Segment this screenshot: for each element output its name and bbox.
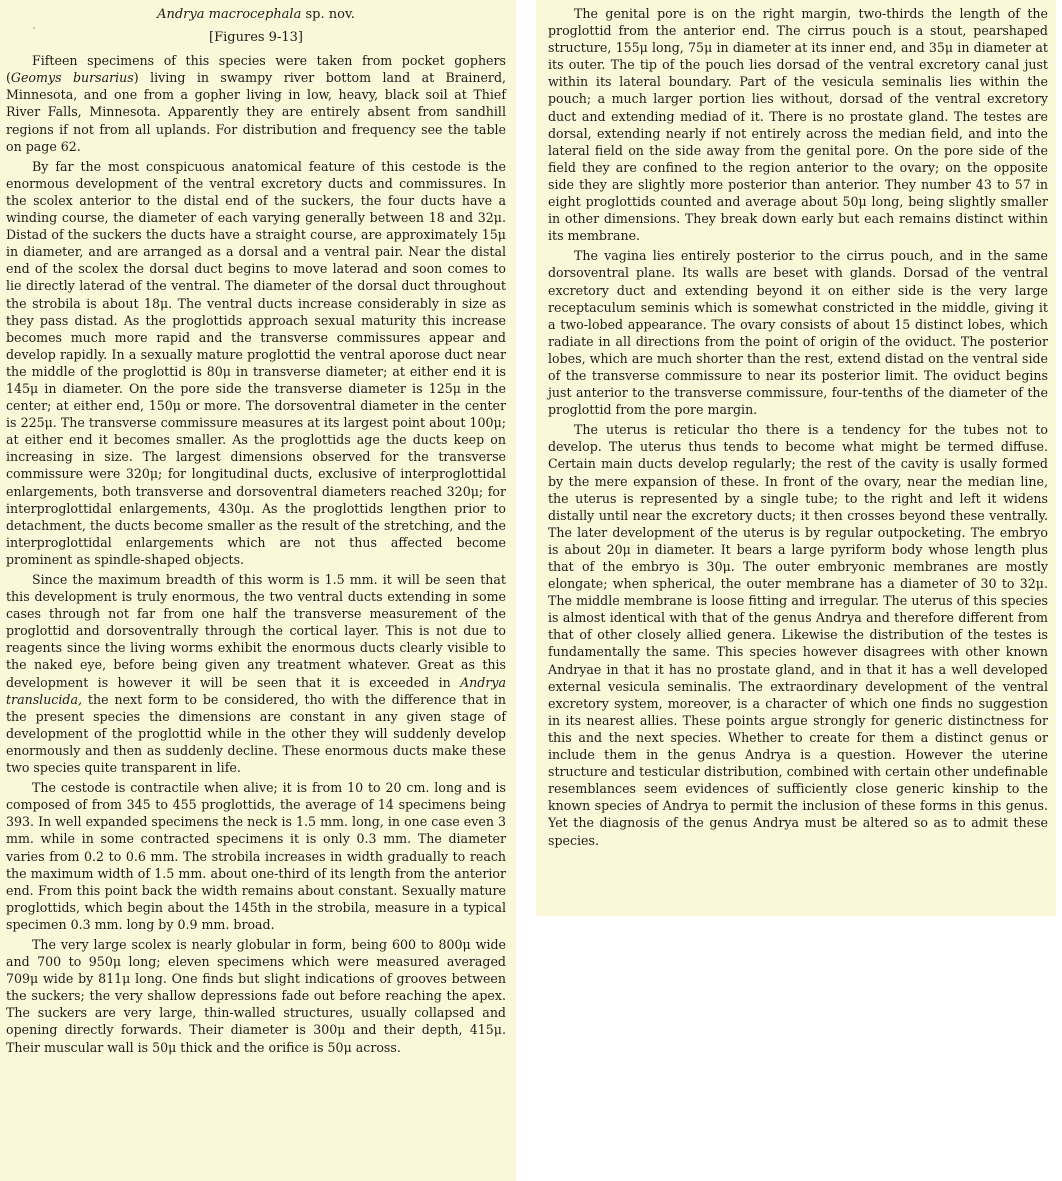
paragraph-text: Fifteen specimens of this species were taken from pocket gophers ( (6, 53, 506, 86)
left-column-body (6, 52, 506, 1055)
right-column-body (548, 5, 1048, 849)
paragraph-text: The genital pore is on the right margin, two-thirds the length of the proglottid from the anterior end. The cirrus pouch is a stout, pearshaped structure, 155μ long, 75μ in diameter at its inner end, and 35μ in diameter at its outer. The tip of the pouch lies dorsad of the ventral excretory canal just within its lateral boundary. Part of the vesicula seminalis lies within the pouch; a much larger portion lies without, dorsad of the ventral excretory duct and extending mediad of it. There is no prostate gland. The testes are dorsal, extending nearly if not entirely across the median field, and into the lateral field on the side away from the genital pore. On the pore side of the field they are confined to the region anterior to the ovary; on the opposite side they are slightly more posterior than anterior. They number 43 to 57 in eight proglottids counted and average about 50μ long, being slightly smaller in other dimensions. They break down early but each remains distinct within its membrane. (548, 6, 1048, 244)
paragraph-text: The uterus is reticular tho there is a tendency for the tubes not to develop. The uterus thus tends to become what might be termed diffuse. Certain main ducts develop regularly; the rest of the cavity is usally formed by the mere expansion of these. In front of the ovary, near the median line, the uterus is represented by a single tube; to the right and left it widens distally until near the excretory ducts; it then crosses beyond these ventrally. The later development of the uterus is by regular outpocketing. The embryo is about 20μ in diameter. It bears a large pyriform body whose length plus that of the embryo is 30μ. The outer embryonic membranes are mostly elongate; when spherical, the outer membrane has a diameter of 30 to 32μ. The middle membrane is loose fitting and irregular. The uterus of this species is almost identical with that of the genus Andrya and therefore different from that of other closely allied genera. Likewise the distribution of the testes is fundamentally the same. This species however disagrees with other known Andryae in that it has no prostate gland, and in that it has a well developed external vesicula seminalis. The extraordinary development of the ventral excretory system, moreover, is a character of which one finds no suggestion in its nearest allies. These points argue strongly for generic distinctness for this and the next species. Whether to create for them a distinct genus or include them in the genus Andrya is a question. However the uterine structure and testicular distribution, combined with certain other undefinable resemblances seem evidences of sufficiently close generic kinship to the known species of Andrya to permit the inclusion of these forms in this genus. Yet the diagnosis of the genus Andrya must be altered so as to admit these species. (548, 422, 1048, 848)
paragraph (548, 5, 1048, 244)
scan-speck (33, 27, 35, 29)
paragraph (6, 936, 506, 1056)
left-column (0, 0, 516, 1181)
paragraph-text: Since the maximum breadth of this worm is 1.5 mm. it will be seen that this development is truly enormous, the two ventral ducts extending in some cases through not far from one half the transverse measurement of the proglottid and dorsoventrally through the cortical layer. This is not due to reagents since the living worms exhibit the enormous ducts clearly visible to the naked eye, before being given any treatment whatever. Great as this development is however it will be seen that it is exceeded in (6, 572, 506, 690)
paragraph (6, 779, 506, 933)
paragraph-text: The cestode is contractile when alive; it is from 10 to 20 cm. long and is composed of from 345 to 455 proglottids, the average of 14 specimens being 393. In well expanded specimens the neck is 1.5 mm. long, in one case even 3 mm. while in some contracted specimens it is only 0.3 mm. The diameter varies from 0.2 to 0.6 mm. The strobila increases in width gradually to reach the maximum width of 1.5 mm. about one-third of its length from the anterior end. From this point back the width remains about constant. Sexually mature proglottids, which begin about the 145th in the strobila, measure in a typical specimen 0.3 mm. long by 0.9 mm. broad. (6, 780, 506, 932)
paragraph-text: The vagina lies entirely posterior to the cirrus pouch, and in the same dorsoventral plane. Its walls are beset with glands. Dorsad of the ventral excretory duct and extending beyond it on either side is the very large receptaculum seminis which is somewhat constricted in the middle, giving it a two-lobed appearance. The ovary consists of about 15 distinct lobes, which radiate in all directions from the point of origin of the oviduct. The posterior lobes, which are much shorter than the rest, extend distad on the ventral side of the transverse commissure to near its posterior limit. The oviduct begins just anterior to the transverse commissure, four-tenths of the diameter of the proglottid from the pore margin. (548, 248, 1048, 418)
paragraph (6, 52, 506, 155)
paragraph-text: ) living in swampy river bottom land at Brainerd, Minnesota, and one from a gopher living in low, heavy, black soil at Thief River Falls, Minnesota. Apparently they are entirely absent from sandhill regions if not from all uplands. For distribution and frequency see the table on page 62. (6, 70, 507, 154)
figures-reference: [Figures 9-13] (209, 30, 303, 46)
paragraph-text: By far the most conspicuous anatomical feature of this cestode is the enormous development of the ventral excretory ducts and commissures. In the scolex anterior to the distal end of the suckers, the four ducts have a winding course, the diameter of each varying generally between 18 and 32μ. Distad of the suckers the ducts have a straight course, are approximately 15μ in diameter, and are arranged as a dorsal and a ventral pair. Near the distal end of the scolex the dorsal duct begins to move laterad and soon comes to lie directly laterad of the ventral. The diameter of the dorsal duct throughout the strobila is about 18μ. The ventral ducts increase considerably in size as they pass distad. As the proglottids approach sexual maturity this increase becomes much more rapid and the transverse commissures appear and develop rapidly. In a sexually mature proglottid the ventral aporose duct near the middle of the proglottid is 80μ in transverse diameter; at either end it is 145μ in diameter. On the pore side the transverse diameter is 125μ in the center; at either end, 150μ or more. The dorsoventral diameter in the center is 225μ. The transverse commissure measures at its largest point about 100μ; at either end it becomes smaller. As the proglottids age the ducts keep on increasing in size. The largest dimensions observed for the transverse commissure were 320μ; for longitudinal ducts, exclusive of interproglottidal enlargements, both transverse and dorsoventral diameters reached 320μ; for interproglottidal enlargements, 430μ. As the proglottids lengthen prior to detachment, the ducts become smaller as the result of the stretching, and the interproglottidal enlargements which are not thus affected become prominent as spindle-shaped objects. (6, 158, 506, 567)
paragraph (6, 158, 506, 568)
right-column (536, 0, 1056, 916)
italic-taxon-name: Geomys bursarius (10, 70, 134, 86)
paragraph (548, 247, 1048, 418)
paragraph (6, 571, 506, 776)
species-name: Andrya macrocephala (157, 7, 302, 22)
italic-taxon-name: Andrya translucida, (6, 674, 506, 707)
paragraph (548, 421, 1048, 848)
species-title (6, 6, 506, 23)
paragraph-text: the next form to be considered, tho with the difference that in the present species the dimensions are constant in any given stage of development of the proglottid while in the other they will suddenly develop enormously and then as suddenly decline. These enormous ducts make these two species quite transparent in life. (6, 691, 506, 776)
species-designation: sp. nov. (301, 7, 355, 22)
paragraph-text: The very large scolex is nearly globular in form, being 600 to 800μ wide and 700 to 950μ long; eleven specimens which were measured averaged 709μ wide by 811μ long. One finds but slight indications of grooves between the suckers; the very shallow depressions fade out before reaching the apex. The suckers are very large, thin-walled structures, usually collapsed and opening directly forwards. Their diameter is 300μ and their depth, 415μ. Their muscular wall is 50μ thick and the orifice is 50μ across. (6, 936, 506, 1055)
